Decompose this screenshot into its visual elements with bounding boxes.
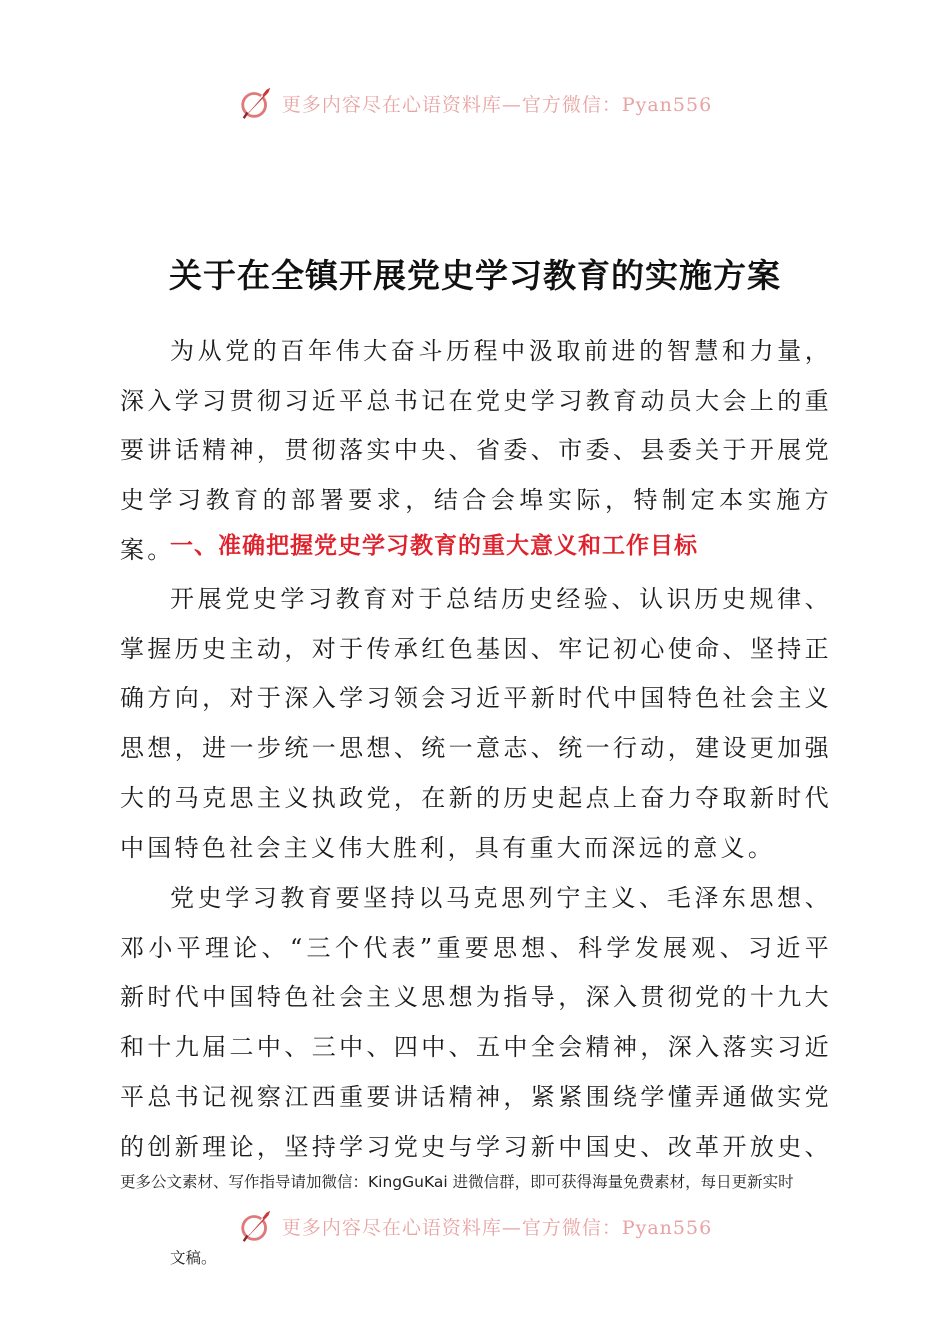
watermark-footer (0, 1201, 950, 1251)
quill-logo-icon (238, 1207, 276, 1245)
section-heading-1: 一、准确把握党史学习教育的重大意义和工作目标 (170, 533, 698, 559)
watermark-text: 更多内容尽在心语资料库—官方微信：Pyan556 (281, 93, 713, 116)
watermark-header (0, 78, 950, 128)
watermark-text: 更多内容尽在心语资料库—官方微信：Pyan556 (281, 1216, 713, 1239)
document-title: 关于在全镇开展党史学习教育的实施方案 (169, 256, 781, 295)
section1-paragraph-1: 开展党史学习教育对于总结历史经验、认识历史规律、掌握历史主动，对于传承红色基因、牢记初心使命、坚持正确方向，对于深入学习领会习近平新时代中国特色社会主义思想，进一步统一思想、统一意志、统一行动，建设更加强大的马克思主义执政党，在新的历史起点上奋力夺取新时代中国特色社会主义伟大胜利，具有重大而深远的意义。 (120, 585, 832, 862)
section1-paragraph-2: 党史学习教育要坚持以马克思列宁主义、毛泽东思想、邓小平理论、“三个代表”重要思想、科学发展观、习近平新时代中国特色社会主义思想为指导，深入贯彻党的十九大和十九届二中、三中、四中、五中全会精神，深入落实习近平总书记视察江西重要讲话精神，紧紧围绕学懂弄通做实党的创新理论，坚持学习党史与学习新中国史、改革开放史、 (120, 884, 832, 1161)
intro-paragraph: 为从党的百年伟大奋斗历程中汲取前进的智慧和力量，深入学习贯彻习近平总书记在党史学习教育动员大会上的重要讲话精神，贯彻落实中央、省委、市委、县委关于开展党史学习教育的部署要求，结合会埠实际，特制定本实施方案。 (120, 337, 832, 564)
quill-logo-icon (238, 84, 276, 122)
footer-note-tail: 文稿。 (170, 1249, 217, 1267)
footer-note: 更多公文素材、写作指导请加微信：KingGuKai 进微信群，即可获得海量免费素材，每日更新实时 (120, 1173, 794, 1191)
